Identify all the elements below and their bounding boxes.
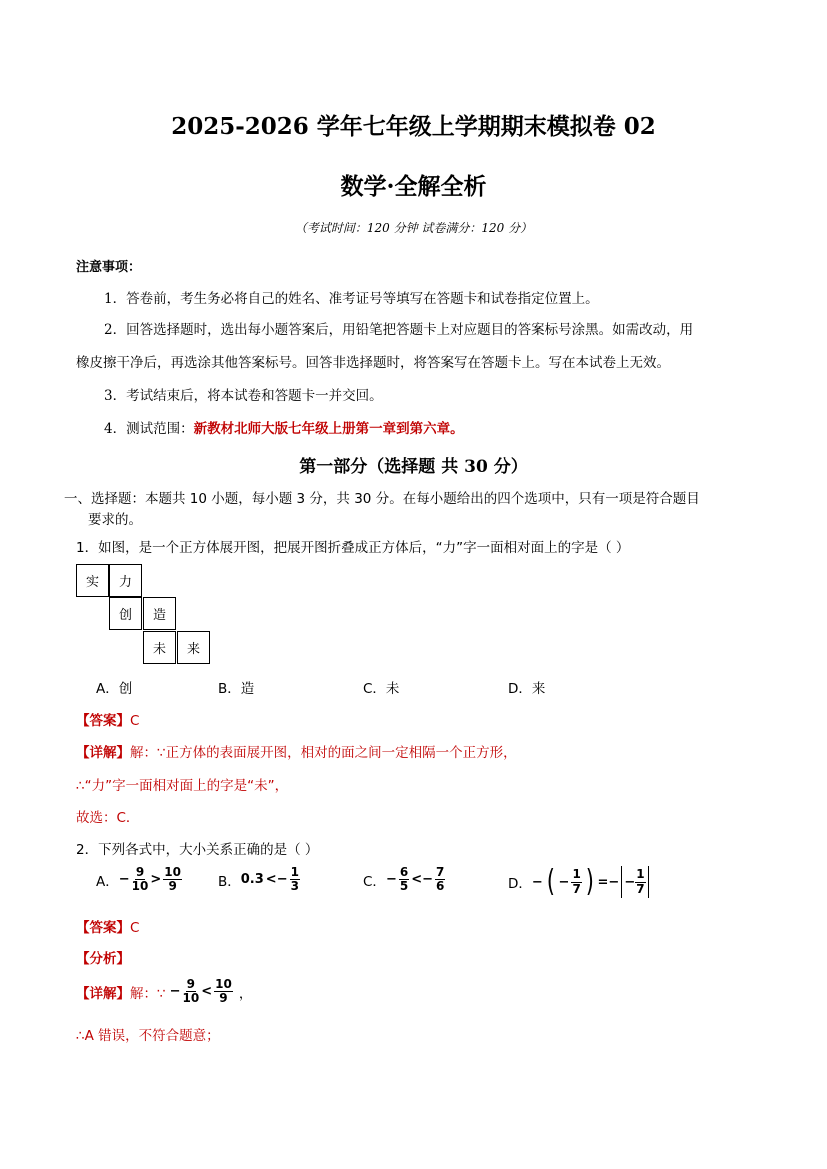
answer-label: 【答案】: [76, 920, 130, 936]
fraction: [183, 978, 200, 1005]
net-cell: 来: [177, 631, 210, 664]
relation: <−: [411, 872, 433, 888]
section-intro-line-2: 要求的。: [88, 512, 142, 528]
minus-sign: −: [531, 874, 543, 890]
numerator: 9: [186, 977, 196, 991]
numerator: 10: [215, 977, 232, 991]
math-expression: [119, 866, 182, 893]
fraction: [571, 868, 581, 895]
minus-sign: −: [624, 874, 636, 890]
document-title: 2025-2026 学年七年级上学期期末模拟卷 02: [171, 113, 656, 140]
detail-prefix: 解：∵: [130, 985, 166, 1002]
section-intro-line-1: 一、选择题：本题共 10 小题，每小题 3 分，共 30 分。在每小题给出的四个选项中，只有一项是符合题目: [64, 491, 700, 507]
answer-value: C: [130, 713, 140, 729]
math-expression: [241, 866, 300, 893]
denominator: 10: [131, 879, 149, 894]
notice-item-3: 3．考试结束后，将本试卷和答题卡一并交回。: [104, 388, 383, 404]
numerator: 1: [290, 865, 299, 879]
denominator: 3: [290, 879, 299, 894]
denominator: 6: [436, 879, 445, 894]
notice-item-4: [104, 417, 464, 437]
q1-stem: 1．如图，是一个正方体展开图，把展开图折叠成正方体后，“力”字一面相对面上的字是（ ）: [76, 540, 630, 556]
minus-sign: −: [558, 874, 570, 890]
comma: ，: [238, 985, 253, 1002]
q1-option-c: C．未: [363, 681, 400, 697]
minus-sign: −: [385, 872, 397, 888]
q2-stem: 2．下列各式中，大小关系正确的是（ ）: [76, 842, 319, 858]
open-paren: (: [546, 864, 555, 899]
q2-option-d: [508, 866, 649, 898]
minus-sign: −: [118, 872, 130, 888]
net-cell: 造: [143, 597, 176, 630]
q2-answer: [76, 916, 139, 936]
fraction: [635, 868, 645, 895]
q1-choose: 故选：C．: [76, 810, 140, 826]
absolute-value: [621, 866, 648, 898]
net-cell: 实: [76, 564, 109, 597]
net-cell: 力: [109, 564, 142, 597]
net-cell: 未: [143, 631, 176, 664]
notice-heading: 注意事项：: [76, 260, 142, 275]
detail-text: 解：∵正方体的表面展开图，相对的面之间一定相隔一个正方形，: [130, 745, 517, 761]
numerator: 1: [572, 867, 581, 882]
numerator: 9: [135, 865, 145, 879]
fraction: [290, 866, 300, 893]
option-label: C．: [363, 873, 386, 890]
q1-option-b: B．造: [218, 681, 255, 697]
notice-item-4-prefix: 4．测试范围：: [104, 421, 194, 437]
fraction: [435, 866, 445, 893]
denominator: 7: [572, 881, 581, 896]
q2-option-b: [218, 866, 300, 893]
document-subtitle: 数学·全解全析: [340, 173, 487, 200]
relation: <: [201, 984, 213, 1000]
detail-label: 【详解】: [76, 985, 130, 1002]
denominator: 5: [399, 879, 409, 894]
numerator: 7: [436, 865, 445, 879]
option-label: B．: [218, 873, 241, 890]
denominator: 10: [182, 991, 200, 1006]
notice-item-4-range: 新教材北师大版七年级上册第一章到第六章。: [193, 421, 464, 437]
q1-detail: [76, 741, 517, 761]
notice-item-2-line-1: 2．回答选择题时，选出每小题答案后，用铅笔把答题卡上对应题目的答案标号涂黑。如需改动，用: [104, 322, 694, 338]
answer-value: C: [130, 920, 140, 936]
numerator: 10: [164, 865, 181, 879]
denominator: 9: [219, 991, 228, 1006]
q2-analysis-label: 【分析】: [76, 951, 130, 967]
q1-option-a: A．创: [96, 681, 133, 697]
numerator: 1: [636, 867, 645, 882]
part-heading: 第一部分（选择题 共 30 分）: [299, 457, 528, 477]
number: 0.3: [240, 872, 264, 888]
relation: >: [150, 872, 162, 888]
denominator: 7: [636, 881, 645, 896]
answer-label: 【答案】: [76, 713, 130, 729]
math-expression: [170, 978, 233, 1005]
q1-answer: [76, 709, 139, 729]
notice-item-2-line-2: 橡皮擦干净后，再选涂其他答案标号。回答非选择题时，将答案写在答题卡上。写在本试卷上无效。: [76, 355, 670, 371]
close-paren: ): [585, 864, 594, 899]
q1-option-d: D．来: [508, 681, 546, 697]
relation: =−: [597, 874, 620, 890]
notice-item-1: 1．答卷前，考生务必将自己的姓名、准考证号等填写在答题卡和试卷指定位置上。: [104, 291, 599, 307]
detail-label: 【详解】: [76, 745, 130, 761]
net-cell: 创: [109, 597, 142, 630]
option-label: A．: [96, 873, 119, 890]
exam-info: （考试时间：120 分钟 试卷满分：120 分）: [294, 221, 533, 235]
q2-option-a: [96, 866, 182, 893]
math-expression: [532, 866, 649, 898]
option-label: D．: [508, 876, 532, 892]
fraction: [399, 866, 409, 893]
q1-therefore: ∴“力”字一面相对面上的字是“未”，: [76, 778, 289, 794]
denominator: 9: [168, 879, 177, 894]
fraction: [163, 866, 182, 893]
math-expression: [386, 866, 445, 893]
numerator: 6: [399, 865, 409, 879]
minus-sign: −: [169, 984, 181, 1000]
q2-option-c: [363, 866, 445, 893]
relation: <−: [265, 872, 288, 888]
q2-detail: [76, 978, 252, 1005]
fraction: [214, 978, 233, 1005]
fraction: [132, 866, 149, 893]
q2-conclusion: ∴A 错误，不符合题意；: [76, 1028, 220, 1044]
